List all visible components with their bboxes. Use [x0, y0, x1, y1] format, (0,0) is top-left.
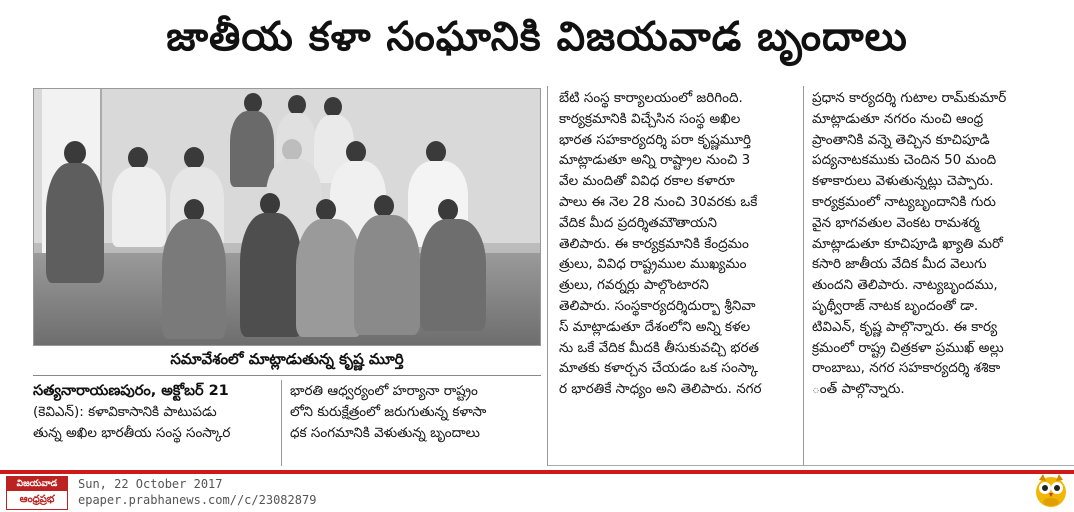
- footer-red-strip: [0, 470, 1074, 474]
- footer-meta: [78, 476, 316, 508]
- text-line: క్రమంలో రాష్ట్ర చిత్రకళా ప్రముఖ్ అల్లు: [812, 339, 1004, 356]
- photo-figure: [260, 193, 280, 215]
- photo-figure: [420, 219, 486, 331]
- text-line: పాలు ఈ నెల 28 నుంచి 30వరకు ఒకే: [559, 193, 758, 210]
- text-line: కసారి జాతీయ వేదిక మీద వెలుగు: [812, 256, 987, 273]
- news-photo: [33, 88, 541, 346]
- epaper-footer: [0, 470, 1074, 512]
- photo-figure: [354, 215, 420, 335]
- owl-icon[interactable]: [1034, 472, 1068, 508]
- text-line: స్ మాట్లాడుతూ దేశంలోని అన్ని కళల: [559, 318, 751, 335]
- text-line: వైన భాగవతుల వెంకట రామశర్మ: [812, 214, 980, 231]
- article-column-3: [559, 88, 795, 400]
- text-line: మాట్లాడుతూ నగరం నుంచి ఆంధ్ర: [812, 110, 984, 127]
- text-line: బేటి సంస్థ కార్యాలయంలో జరిగింది.: [559, 90, 743, 106]
- text-line: రాంబాబు, నగర సహకార్యదర్శి శశికా: [812, 360, 1001, 377]
- bottom-rule: [548, 465, 1074, 466]
- text-line: ధక సంగమానికి వెళుతున్న బృందాలు: [290, 424, 480, 441]
- text-line: మాట్లాడుతూ కూచిపూడి ఖ్యాతి మరో: [812, 235, 1003, 252]
- text-line: త్రులు, వివిధ రాష్ట్రముల ముఖ్యమం: [559, 256, 747, 273]
- text-line: కార్యక్రమంలో నాట్యబృందానికి గురు: [812, 193, 996, 210]
- article-column-2: [290, 381, 538, 443]
- photo-figure: [244, 93, 262, 113]
- text-line: ప్రాంతానికి వన్నె తెచ్చిన కూచిపూడి: [812, 131, 990, 148]
- text-line: ర భారతికే సాధ్యం అని తెలిపారు. నగర: [559, 381, 762, 398]
- headline: జాతీయ కళా సంఘానికి విజయవాడ బృందాలు: [166, 14, 908, 60]
- photo-figure: [374, 195, 394, 217]
- text-line: ప్రధాన కార్యదర్శి గుటాల రామ్‌కుమార్: [812, 90, 1007, 106]
- photo-figure: [426, 141, 446, 163]
- dateline: సత్యనారాయణపురం, అక్టోబర్ 21: [33, 383, 229, 399]
- text-line: తెలిపారు. సంస్థకార్యదర్శిదుర్బా శ్రీనివా: [559, 297, 756, 314]
- text-line: మాతకు కళార్చన చేయడం ఒక సంస్కా: [559, 360, 759, 377]
- photo-figure: [128, 147, 148, 169]
- edition-date: Sun, 22 October 2017: [78, 477, 223, 491]
- photo-figure: [438, 199, 458, 221]
- text-line: వేల మందితో వివిధ రకాల కళారూ: [559, 173, 735, 190]
- photo-figure: [230, 111, 274, 187]
- photo-figure: [316, 199, 336, 221]
- text-line: ను ఒకే వేదిక మీదకి తీసుకువచ్చి భరత: [559, 339, 759, 356]
- text-line: తుందని తెలిపారు. నాట్యబృందము,: [812, 277, 998, 294]
- photo-figure: [282, 139, 302, 161]
- column-divider: [803, 86, 804, 466]
- logo-title: ఆంధ్రప్రభ: [19, 494, 55, 505]
- photo-figure: [296, 219, 362, 337]
- text-line: (కెవిఎన్): కళావికాసానికి పాటుపడు: [33, 404, 217, 420]
- text-line: మాట్లాడుతూ అన్ని రాష్ట్రాల నుంచి 3: [559, 152, 751, 169]
- newspaper-logo[interactable]: [6, 476, 68, 510]
- photo-figure: [184, 147, 204, 169]
- photo-figure: [46, 163, 104, 283]
- logo-city: విజయవాడ: [7, 477, 67, 491]
- text-line: భారత సహకార్యదర్శి పరా కృష్ణమూర్తి: [559, 131, 752, 148]
- text-line: కళాకారులు వెళుతున్నట్లు చెప్పారు.: [812, 173, 994, 190]
- text-line: భారతి ఆధ్వర్యంలో హర్యానా రాష్ట్రం: [290, 383, 478, 399]
- photo-figure: [346, 141, 366, 163]
- text-line: లోని కురుక్షేత్రంలో జరుగుతున్న కళాసా: [290, 403, 487, 420]
- photo-figure: [288, 95, 306, 115]
- column-divider: [547, 86, 548, 466]
- photo-figure: [112, 167, 166, 247]
- text-line: వేదిక మీద ప్రదర్శితమౌతాయని: [559, 214, 717, 231]
- photo-figure: [162, 219, 226, 339]
- photo-figure: [184, 199, 204, 221]
- photo-figure: [64, 141, 86, 165]
- text-line: త్రులు, గవర్నర్లు పాల్గొంటారని: [559, 277, 709, 294]
- text-line: పద్యనాటకముకు చెందిన 50 మంది: [812, 152, 997, 169]
- article-column-1: [33, 402, 273, 444]
- photo-caption: సమావేశంలో మాట్లాడుతున్న కృష్ణ మూర్తి: [33, 346, 541, 376]
- column-divider: [281, 380, 282, 466]
- text-line: తెలిపారు. ఈ కార్యక్రమానికి కేంద్రమం: [559, 235, 749, 252]
- text-line: కార్యక్రమానికి విచ్చేసిన సంస్థ అఖిల: [559, 110, 741, 127]
- text-line: తున్న అఖిల భారతీయ సంస్థ సంస్కార: [33, 424, 231, 441]
- text-line: టివిఎన్, కృష్ణ పాల్గొన్నారు. ఈ కార్య: [812, 318, 998, 335]
- epaper-url[interactable]: epaper.prabhanews.com//c/23082879: [78, 493, 317, 507]
- photo-figure: [324, 97, 342, 117]
- photo-figure: [240, 213, 302, 337]
- text-line: పృథ్వీరాజ్ నాటక బృందంతో డా.: [812, 297, 979, 314]
- text-line: ంత్ పాల్గొన్నారు.: [812, 381, 905, 398]
- article-column-4: [812, 88, 1052, 400]
